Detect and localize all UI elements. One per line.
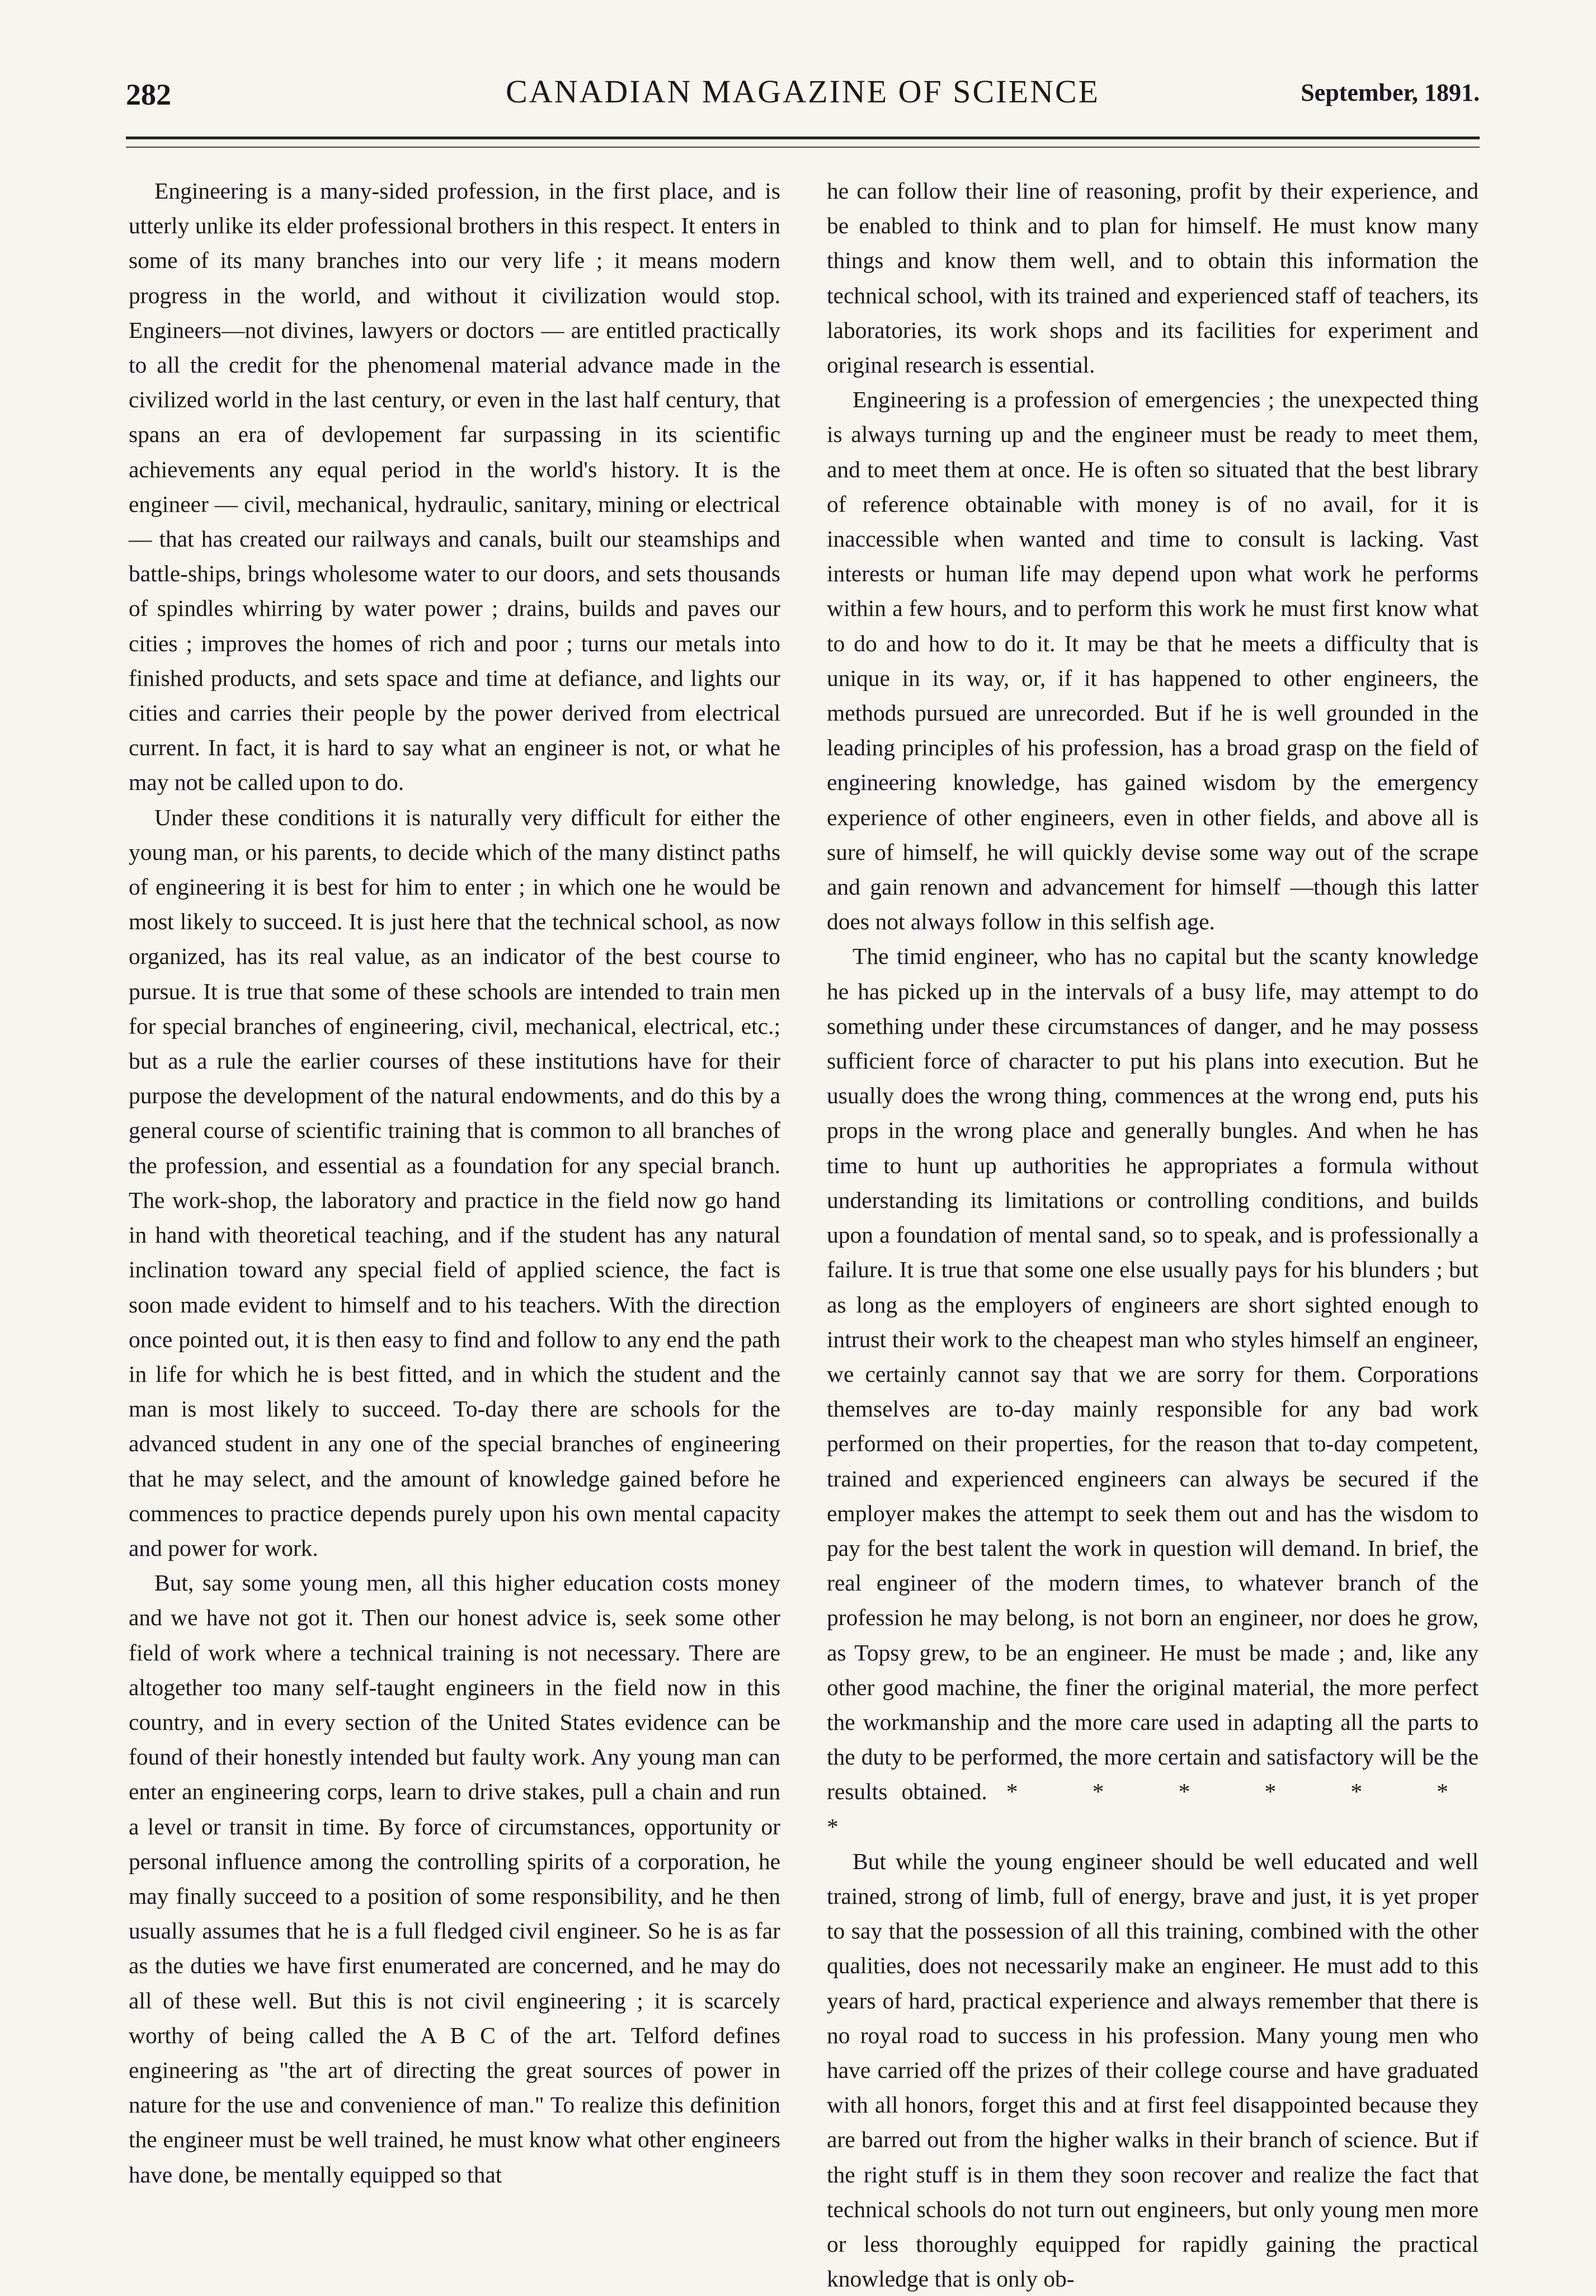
magazine-title: CANADIAN MAGAZINE OF SCIENCE (506, 73, 1100, 110)
paragraph: Under these conditions it is naturally very difficult for either the young man, or his parents, to decide which of the many distinct paths of engineering it is best for him to enter ; in which one he would be most likely to succeed. It is just here that the technical school, as now organized, has its real value, as an indicator of the best course to pursue. It is true that some of these schools are intended to train men for special branches of engineering, civil, mechanical, electrical, etc.; but as a rule the earlier courses of these institutions have for their purpose the development of the natural endowments, and do this by a general course of scientific training that is common to all branches of the profession, and essential as a foundation for any special branch. The work-shop, the laboratory and practice in the field now go hand in hand with theoretical teaching, and if the student has any natural inclination toward any special field of applied science, the fact is soon made evident to himself and to his teachers. With the direction once pointed out, it is then easy to find and follow to any end the path in life for which he is best fitted, and in which the student and the man is most likely to succeed. To-day there are schools for the advanced student in any one of the special branches of engineering that he may select, and the amount of knowledge gained before he commences to practice depends purely upon his own mental capacity and power for work. (129, 804, 780, 1561)
right-column (827, 173, 1479, 2296)
page-number: 282 (126, 78, 171, 111)
page-header (126, 73, 1480, 117)
header-rule-thin (126, 147, 1480, 148)
left-column (129, 173, 780, 2192)
paragraph (827, 939, 1479, 1843)
issue-date: September, 1891. (1301, 79, 1480, 106)
section-separator: * * * * * * * (827, 1779, 1479, 1839)
paragraph: Engineering is a profession of emergencies ; the unexpected thing is always turning up and the engineer must be ready to meet them, and to meet them at once. He is often so situated that the best library of reference obtainable with money is of no avail, for it is inaccessible when wanted and time to consult is lacking. Vast interests or human life may depend upon what work he performs within a few hours, and to perform this work he must first know what to do and how to do it. It may be that he meets a difficulty that is unique in its way, or, if it has happened to other engineers, the methods pursued are unrecorded. But if he is well grounded in the leading principles of his profession, has a broad grasp on the field of engineering knowledge, has gained wisdom by the emergency experience of other engineers, even in other fields, and above all is sure of himself, he will quickly devise some way out of the scrape and gain renown and advancement for himself —though this latter does not always follow in this selfish age. (827, 387, 1479, 935)
header-rule-thick (126, 137, 1480, 139)
paragraph: Engineering is a many-sided profession, in the first place, and is utterly unlike its elder professional brothers in this respect. It enters in some of its many branches into our very life ; it means modern progress in the world, and without it civilization would stop. Engineers—not divines, lawyers or doctors — are entitled practically to all the credit for the phenomenal material advance made in the civilized world in the last century, or even in the last half century, that spans an era of devlopement far surpassing in its scientific achievements any equal period in the world's history. It is the engineer — civil, mechanical, hydraulic, sanitary, mining or electrical — that has created our railways and canals, built our steamships and battle-ships, brings wholesome water to our doors, and sets thousands of spindles whirring by water power ; drains, builds and paves our cities ; improves the homes of rich and poor ; turns our metals into finished products, and sets space and time at defiance, and lights our cities and carries their people by the power derived from electrical current. In fact, it is hard to say what an engineer is not, or what he may not be called upon to do. (129, 178, 780, 796)
paragraph: But, say some young men, all this higher education costs money and we have not got it. Then our honest advice is, seek some other field of work where a technical training is not necessary. There are altogether too many self-taught engineers in the field now in this country, and in every section of the United States evidence can be found of their honestly intended but faulty work. Any young man can enter an engineering corps, learn to drive stakes, pull a chain and run a level or transit in time. By force of circumstances, opportunity or personal influence among the controlling spirits of a corporation, he may finally succeed to a position of some responsibility, and he then usually assumes that he is a full fledged civil engineer. So he is as far as the duties we have first enumerated are concerned, and he may do all of these well. But this is not civil engineering ; it is scarcely worthy of being called the A B C of the art. Telford defines engineering as "the art of directing the great sources of power in nature for the use and convenience of man." To realize this definition the engineer must be well trained, he must know what other engineers have done, be mentally equipped so that (129, 1570, 780, 2187)
paragraph: But while the young engineer should be well educated and well trained, strong of limb, full of energy, brave and just, it is yet proper to say that the possession of all this training, combined with the other qualities, does not necessarily make an engineer. He must add to this years of hard, practical experience and always remember that there is no royal road to success in his profession. Many young men who have carried off the prizes of their college course and have graduated with all honors, forget this and at first feel disappointed because they are barred out from the higher walks in their branch of science. But if the right stuff is in them they soon recover and realize the fact that technical schools do not turn out engineers, but only young men more or less thoroughly equipped for rapidly gaining the practical knowledge that is only ob- (827, 1848, 1479, 2292)
paragraph-text: The timid engineer, who has no capital but the scanty knowledge he has picked up in the intervals of a busy life, may attempt to do something under these circumstances of danger, and he may possess sufficient force of character to put his plans into execution. But he usually does the wrong thing, commences at the wrong end, puts his props in the wrong place and generally bungles. And when he has time to hunt up authorities he appropriates a formula without understanding its limitations or controlling conditions, and builds upon a foundation of mental sand, so to speak, and is professionally a failure. It is true that some one else usually pays for his blunders ; but as long as the employers of engineers are short sighted enough to intrust their work to the cheapest man who styles himself an engineer, we certainly cannot say that we are sorry for them. Corporations themselves are to-day mainly responsible for any bad work performed on their properties, for the reason that to-day competent, trained and experienced engineers can always be secured if the employer makes the attempt to seek them out and has the wisdom to pay for the best talent the work in question will demand. In brief, the real engineer of the modern times, to whatever branch of the profession he may belong, is not born an engineer, nor does he grow, as Topsy grew, to be an engineer. He must be made ; and, like any other good machine, the finer the original material, the more perfect the workmanship and the more care used in adapting all the parts to the duty to be performed, the more certain and satisfactory will be the results obtained. (827, 943, 1479, 1805)
paragraph-continuation: he can follow their line of reasoning, profit by their experience, and be enabled to think and to plan for himself. He must know many things and know them well, and to obtain this information the technical school, with its trained and experienced staff of teachers, its laboratories, its work shops and its facilities for experiment and original research is essential. (827, 178, 1479, 378)
